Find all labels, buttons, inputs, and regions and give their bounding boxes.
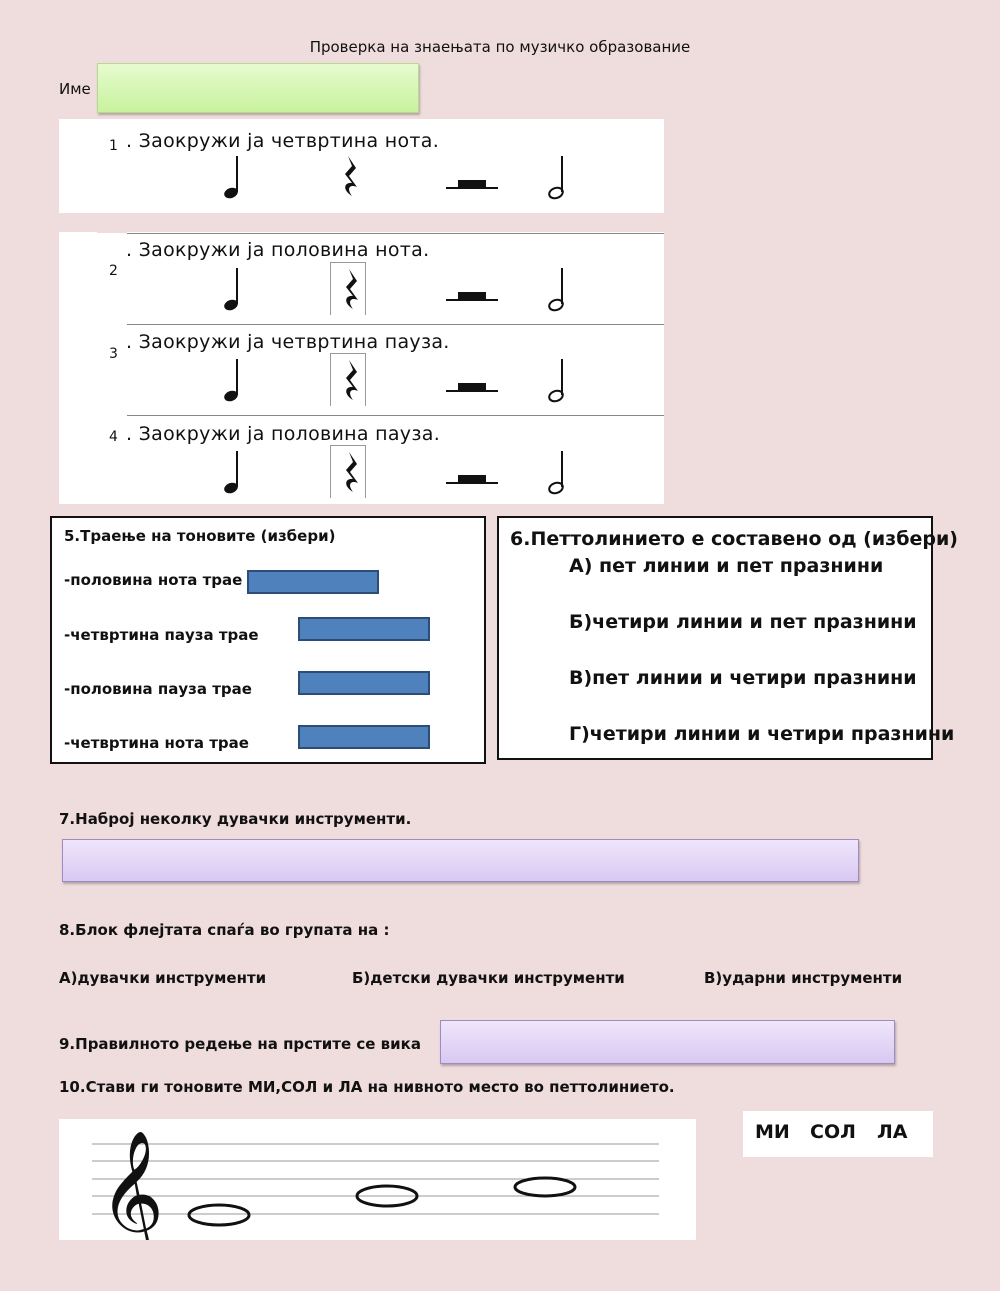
svg-text:𝄞: 𝄞 (99, 1129, 165, 1240)
question-6-title: 6.Петтолинието е составено од (избери) (510, 528, 958, 550)
half-rest-icon[interactable] (442, 262, 502, 314)
half-note-icon[interactable] (538, 445, 578, 497)
divider (127, 233, 664, 234)
half-note-icon[interactable] (538, 262, 578, 314)
quarter-rest-icon[interactable] (330, 445, 366, 498)
half-rest-icon[interactable] (442, 150, 502, 202)
duration-label-3: -половина пауза трае (64, 680, 252, 698)
whole-note-1[interactable] (189, 1205, 249, 1225)
question-4-text: . Заокружи ја половина пауза. (126, 423, 441, 445)
q8-option-v[interactable]: В)ударни инструменти (704, 969, 903, 987)
option-v[interactable]: В)пет линии и четири празнини (569, 667, 917, 689)
question-9-text: 9.Правилното редење на прстите се вика (59, 1035, 421, 1053)
treble-clef-icon (99, 1129, 164, 1240)
half-rest-icon[interactable] (442, 353, 502, 405)
question-2-text: . Заокружи ја половина нота. (126, 239, 430, 261)
note-word-sol[interactable]: СОЛ (810, 1121, 856, 1143)
divider (127, 324, 664, 325)
option-b[interactable]: Б)четири линии и пет празнини (569, 611, 917, 633)
name-label: Име (59, 80, 91, 98)
q8-option-b[interactable]: Б)детски дувачки инструменти (352, 969, 625, 987)
quarter-rest-icon[interactable] (330, 262, 366, 315)
note-word-mi[interactable]: МИ (755, 1121, 790, 1143)
duration-answer-4[interactable] (298, 725, 430, 749)
question-2-number: 2 (109, 263, 118, 279)
quarter-rest-icon[interactable] (330, 150, 370, 202)
divider (127, 415, 664, 416)
question-4-number: 4 (109, 429, 118, 445)
half-note-icon[interactable] (538, 353, 578, 405)
question-9-answer[interactable] (440, 1020, 895, 1064)
question-8-text: 8.Блок флејтата спаѓа во групата на : (59, 921, 390, 939)
question-7-answer[interactable] (62, 839, 859, 882)
question-7-text: 7.Наброј неколку дувачки инструменти. (59, 810, 412, 828)
q8-option-a[interactable]: А)дувачки инструменти (59, 969, 267, 987)
duration-answer-2[interactable] (298, 617, 430, 641)
duration-label-4: -четвртина нота трае (64, 734, 249, 752)
option-a[interactable]: А) пет линии и пет празнини (569, 555, 884, 577)
duration-label-1: -половина нота трае (64, 571, 243, 589)
question-3-text: . Заокружи ја четвртина пауза. (126, 331, 450, 353)
staff-panel (59, 1119, 696, 1240)
note-word-la[interactable]: ЛА (877, 1121, 908, 1143)
quarter-note-icon[interactable] (212, 353, 252, 405)
question-5-title: 5.Траење на тоновите (избери) (64, 527, 336, 545)
duration-answer-3[interactable] (298, 671, 430, 695)
whole-note-3[interactable] (515, 1178, 575, 1196)
quarter-note-icon[interactable] (212, 150, 252, 202)
duration-answer-1[interactable] (247, 570, 379, 594)
duration-label-2: -четвртина пауза трае (64, 626, 259, 644)
question-3-number: 3 (109, 346, 118, 362)
quarter-rest-icon[interactable] (330, 353, 366, 406)
question-10-text: 10.Стави ги тоновите МИ,СОЛ и ЛА на нивното место во петтолинието. (59, 1078, 675, 1096)
quarter-note-icon[interactable] (212, 445, 252, 497)
name-input[interactable] (97, 63, 419, 113)
question-1-text: . Заокружи ја четвртина нота. (126, 130, 440, 152)
page-title: Проверка на знаењата по музичко образование (309, 38, 691, 56)
quarter-note-icon[interactable] (212, 262, 252, 314)
staff (59, 1119, 696, 1240)
question-1-number: 1 (109, 138, 118, 154)
half-rest-icon[interactable] (442, 445, 502, 497)
option-g[interactable]: Г)четири линии и четири празнини (569, 723, 955, 745)
half-note-icon[interactable] (538, 150, 578, 202)
